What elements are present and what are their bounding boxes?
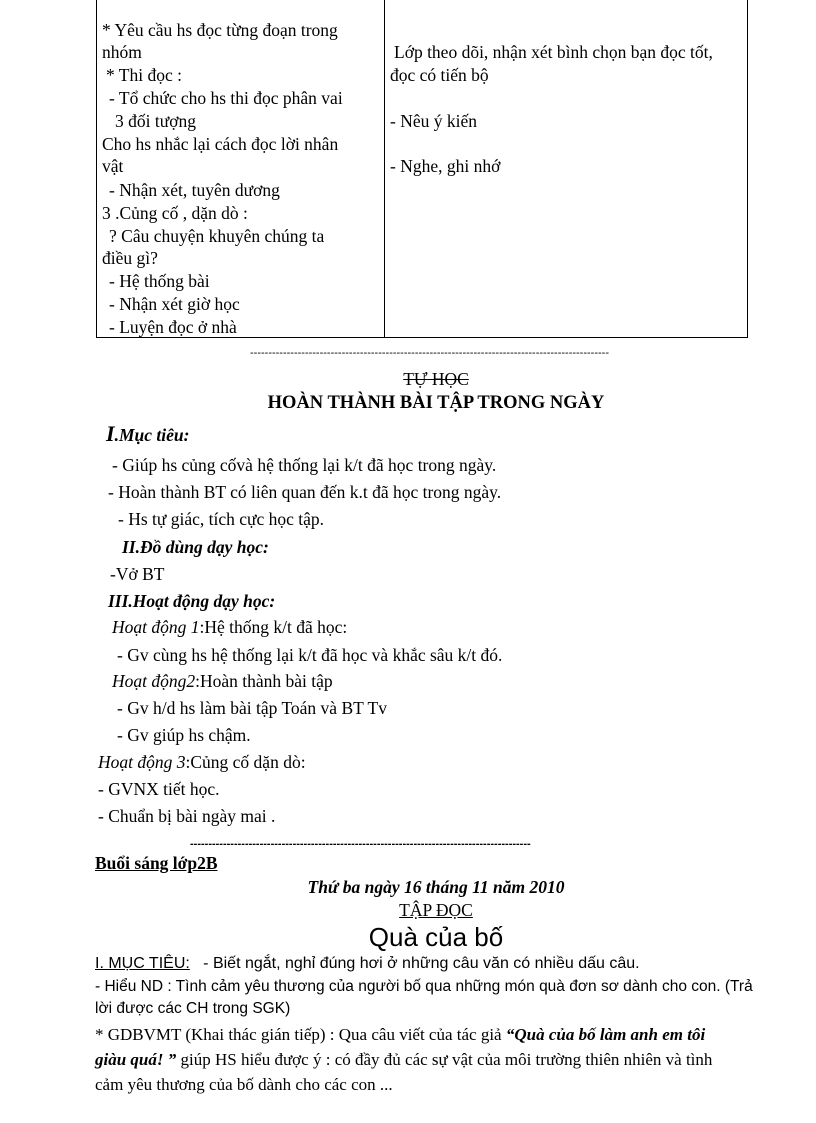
separator-line: -------------------------------------------------------------------------------------------------- [250,347,609,359]
table-left-line: - Hệ thống bài [109,271,210,291]
materials-heading: II.Đồ dùng dạy học: [122,537,269,557]
objectives-label: I. MỤC TIÊU: [95,955,190,972]
table-left-line: ? Câu chuyện khuyên chúng ta [109,226,325,246]
table-left-line: Cho hs nhắc lại cách đọc lời nhân [102,134,339,154]
table-left-line: - Nhận xét, tuyên dương [109,180,280,200]
table-right-line: - Nêu ý kiến [390,111,477,131]
activity-3 [98,752,306,773]
lesson-subject: TỰ HỌC [403,369,469,389]
gdbvmt-line-3: cảm yêu thương của bố dành cho các con ... [95,1075,393,1094]
activity-2 [112,671,333,692]
table-left-line: 3 .Củng cố , dặn dò : [102,203,248,223]
table-left-line: - Nhận xét giờ học [109,294,240,314]
table-right-line: - Nghe, ghi nhớ [390,156,501,176]
activity-text: :Củng cố dặn dò: [185,752,306,772]
activity-item: - Gv cùng hs hệ thống lại k/t đã học và khắc sâu k/t đó. [117,645,503,665]
gdbvmt-prefix: * GDBVMT (Khai thác gián tiếp) : Qua câu viết của tác giả [95,1025,506,1044]
activity-1 [112,617,347,638]
table-right-line: đọc có tiến bộ [390,65,489,85]
objectives-heading [106,421,189,447]
objective-item: lời được các CH trong SGK) [95,1000,291,1017]
separator-line: --------------------------------------------------------------------------------------------- [190,838,531,850]
gdbvmt-line-1 [95,1025,705,1045]
lesson-date: Thứ ba ngày 16 tháng 11 năm 2010 [307,877,565,897]
lesson-title: Quà của bố [368,922,504,952]
table-left-line: 3 đối tượng [115,111,196,131]
lesson-title: HOÀN THÀNH BÀI TẬP TRONG NGÀY [267,393,605,413]
section-number: I [106,421,115,446]
objective-item: - Biết ngắt, nghỉ đúng hơi ở những câu văn có nhiều dấu câu. [203,955,640,972]
table-left-line: nhóm [102,42,142,62]
activity-label: Hoạt động 3 [98,752,186,772]
table-left-line: - Luyện đọc ở nhà [109,317,237,337]
table-left-line: điều gì? [102,248,158,268]
activities-heading: III.Hoạt động dạy học: [108,591,276,611]
gdbvmt-quote: giàu quá! ” [95,1050,177,1069]
objective-item: - Giúp hs củng cốvà hệ thống lại k/t đã học trong ngày. [112,455,497,475]
activity-text: :Hoàn thành bài tập [195,671,333,691]
table-left-line: * Yêu cầu hs đọc từng đoạn trong [102,20,338,40]
activity-label: Hoạt động 1 [112,617,200,637]
table-left-line: * Thi đọc : [106,65,182,85]
objective-item: - Hoàn thành BT có liên quan đến k.t đã học trong ngày. [108,482,502,502]
objective-item: - Hs tự giác, tích cực học tập. [118,509,325,529]
gdbvmt-text: giúp HS hiểu được ý : có đầy đủ các sự vật của môi trường thiên nhiên và tình [176,1050,713,1069]
activity-item: - Gv giúp hs chậm. [117,725,251,745]
lesson-subject: TẬP ĐỌC [399,900,473,920]
activity-item: - GVNX tiết học. [98,779,220,799]
activity-item: - Chuẩn bị bài ngày mai . [98,806,276,826]
activity-table [96,0,748,338]
session-label: Buổi sáng lớp2B [95,853,218,873]
activity-label: Hoạt động2 [112,671,196,691]
objectives-heading-text: .Mục tiêu: [114,425,190,445]
objectives-line-1 [95,955,640,973]
gdbvmt-quote: “Quà của bố làm anh em tôi [505,1025,706,1044]
activity-text: :Hệ thống k/t đã học: [199,617,348,637]
table-left-line: vật [102,156,124,176]
activity-item: - Gv h/d hs làm bài tập Toán và BT Tv [117,698,387,718]
gdbvmt-line-2 [95,1050,712,1070]
table-left-line: - Tổ chức cho hs thi đọc phân vai [109,88,343,108]
table-right-line: Lớp theo dõi, nhận xét bình chọn bạn đọc tốt, [394,42,713,62]
materials-item: -Vở BT [110,564,165,584]
objective-item: - Hiểu ND : Tình cảm yêu thương của người bố qua những món quà đơn sơ dành cho con. (Trả [95,978,753,995]
table-column-divider [384,0,385,337]
